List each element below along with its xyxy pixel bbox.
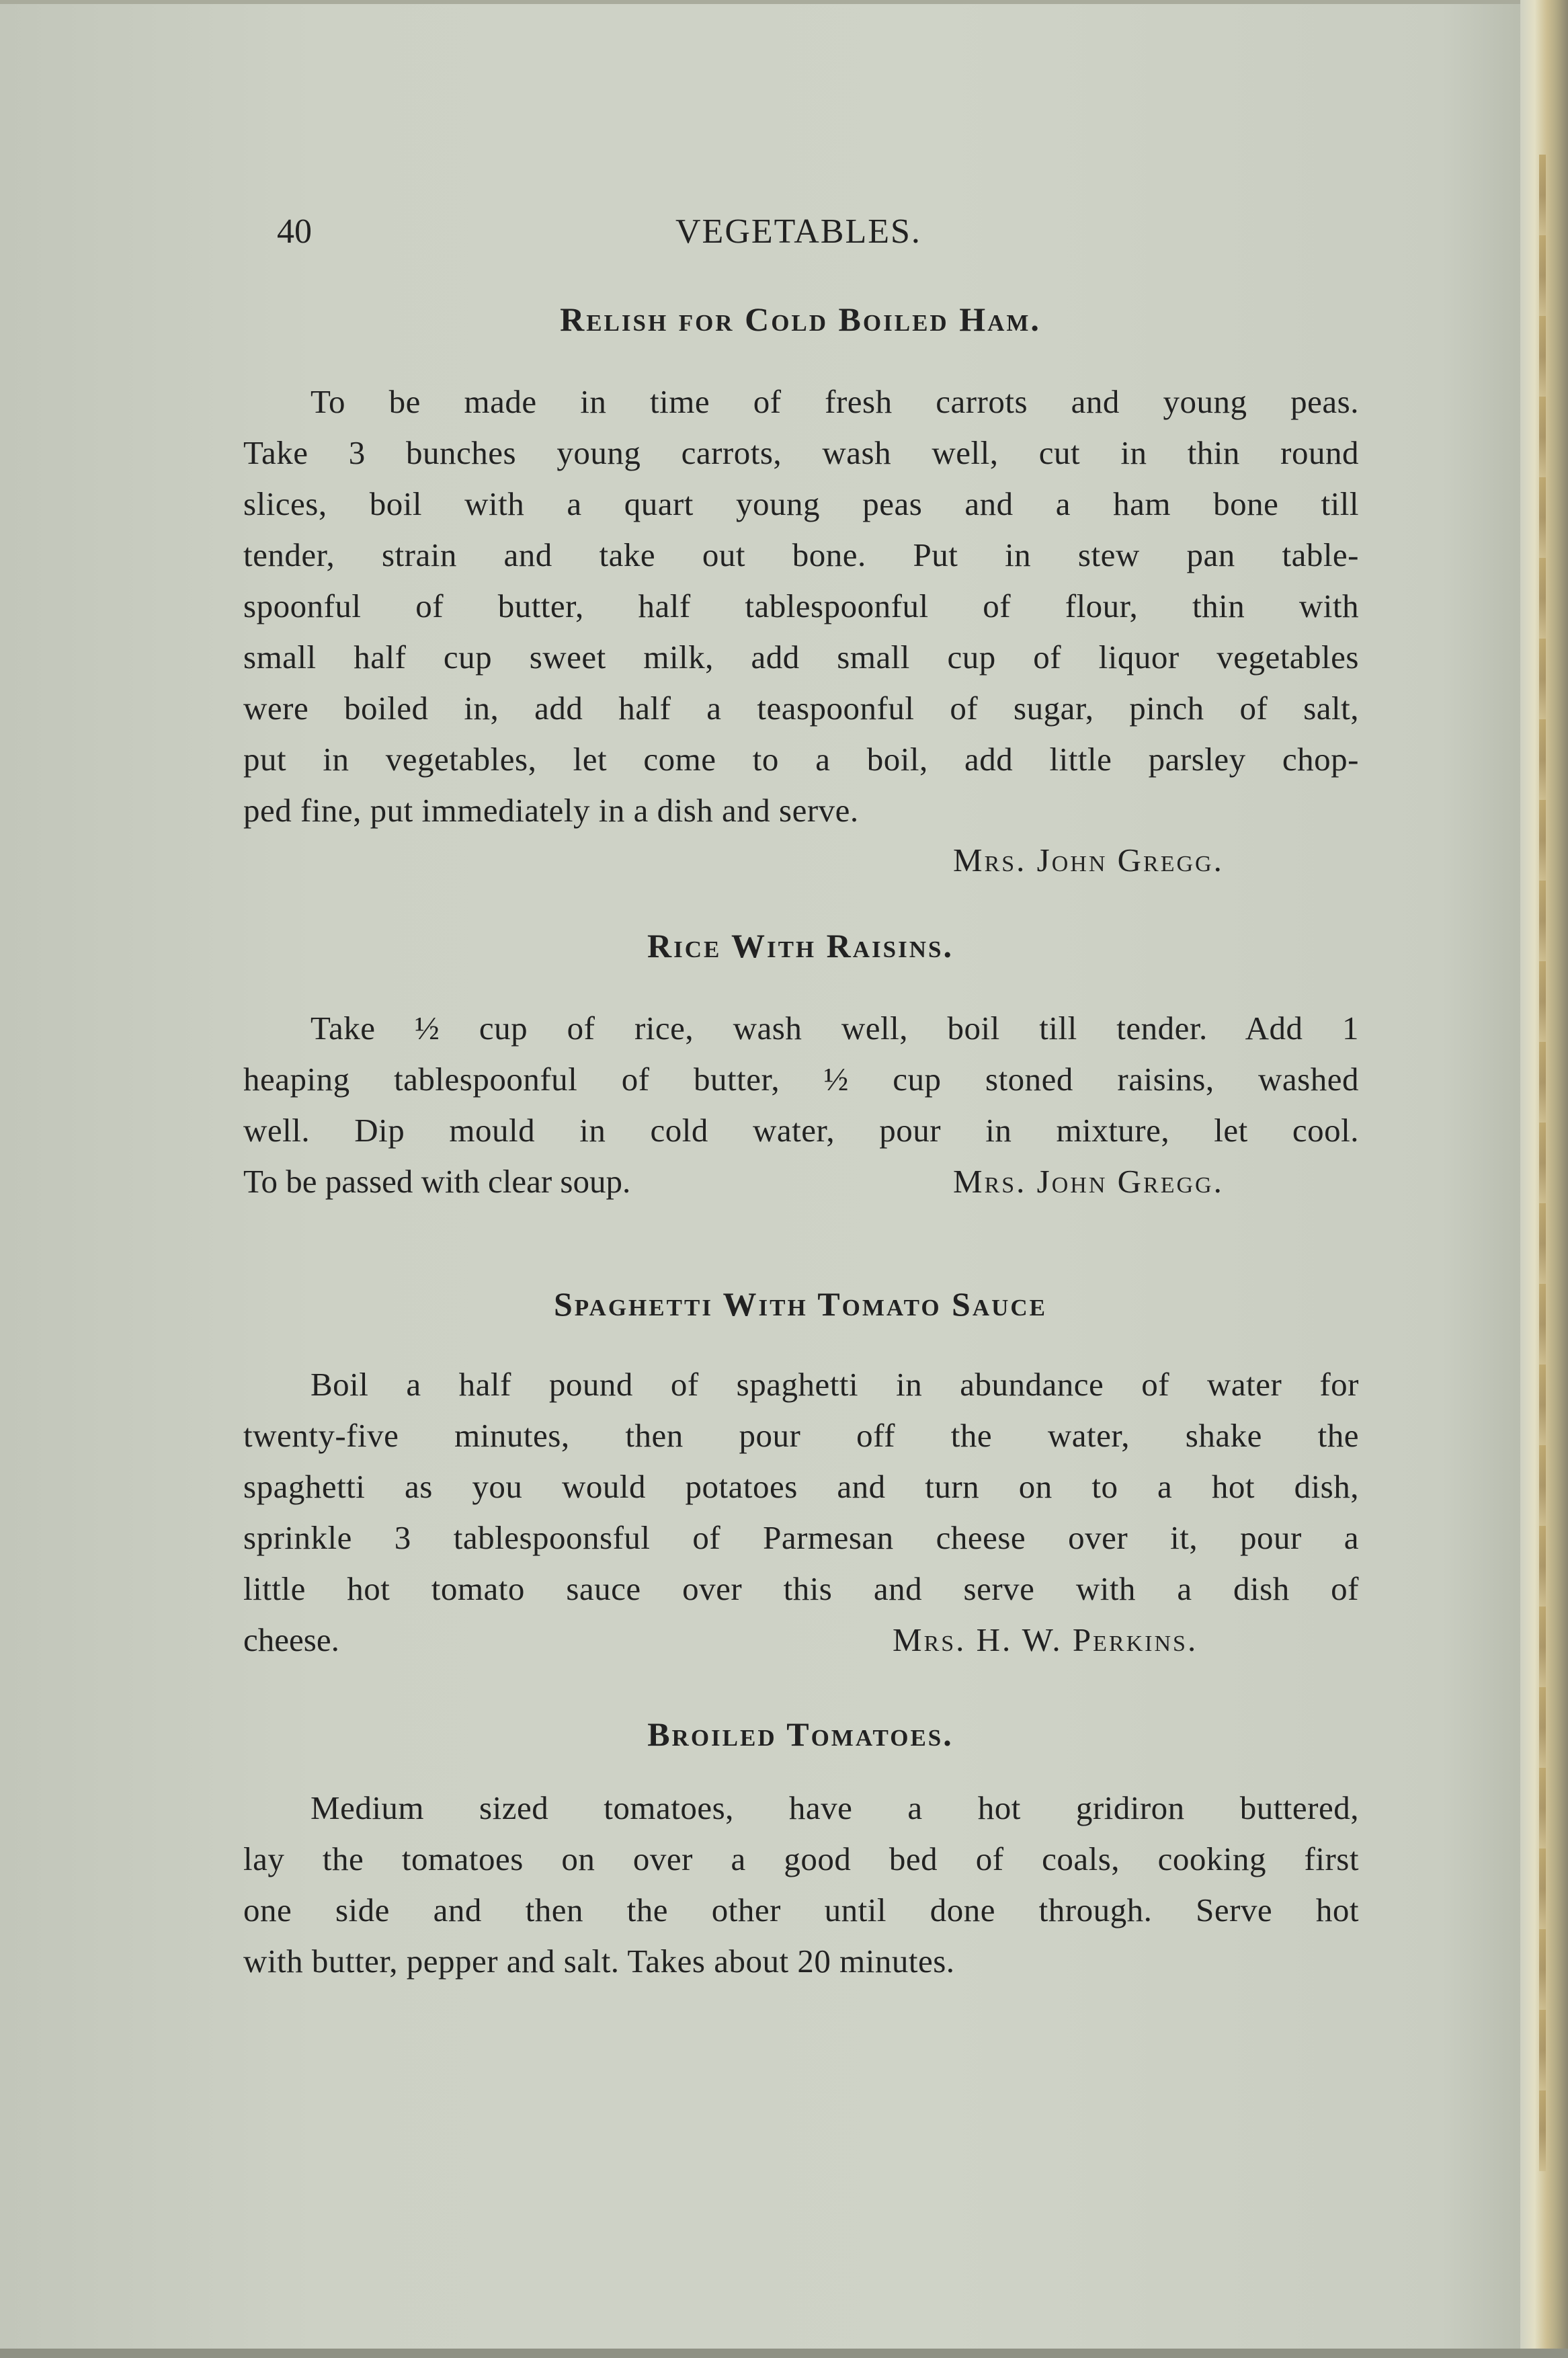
recipe-title: Relish for Cold Boiled Ham. — [560, 300, 1041, 338]
recipe-title: Spaghetti With Tomato Sauce — [553, 1285, 1048, 1323]
text-line: Boil a half pound of spaghetti in abundance of water for — [311, 1366, 1359, 1403]
text-line: spoonful of butter, half tablespoonful of flour, thin with — [243, 587, 1359, 624]
text-line: sprinkle 3 tablespoonsful of Parmesan cheese over it, pour a — [243, 1519, 1359, 1556]
recipe-attribution: Mrs. John Gregg. — [953, 842, 1224, 879]
text-line: well. Dip mould in cold water, pour in mixture, let cool. — [243, 1112, 1359, 1149]
recipe-final-line — [243, 1156, 1359, 1207]
text-line: one side and then the other until done through. Serve hot — [243, 1892, 1359, 1928]
page-bottom-edge — [0, 2349, 1568, 2358]
text-line: ped fine, put immediately in a dish and serve. — [243, 792, 859, 829]
recipe-final-line — [243, 1615, 1359, 1666]
text-line: with butter, pepper and salt. Takes about 20 minutes. — [243, 1943, 955, 1980]
text-line: To be made in time of fresh carrots and young peas. — [311, 383, 1359, 420]
text-line: small half cup sweet milk, add small cup of liquor vegetables — [243, 639, 1359, 676]
recipe-body — [243, 376, 1359, 836]
recipe-body — [243, 1359, 1359, 1615]
text-line: lay the tomatoes on over a good bed of coals, cooking first — [243, 1840, 1359, 1877]
text-line: heaping tablespoonful of butter, ½ cup stoned raisins, washed — [243, 1061, 1359, 1098]
recipe-title: Broiled Tomatoes. — [647, 1715, 954, 1753]
text-line: tender, strain and take out bone. Put in stew pan table- — [243, 536, 1359, 573]
running-head: VEGETABLES. — [675, 212, 921, 251]
recipe-attribution: Mrs. H. W. Perkins. — [893, 1621, 1198, 1658]
spine-shadow — [1539, 155, 1546, 2171]
text-line: Medium sized tomatoes, have a hot gridiron buttered, — [311, 1789, 1359, 1826]
recipe-title: Rice With Raisins. — [647, 927, 954, 965]
text-line: Take 3 bunches young carrots, wash well, cut in thin round — [243, 434, 1359, 471]
text-line: slices, boil with a quart young peas and a ham bone till — [243, 485, 1359, 522]
recipe-body — [243, 1783, 1359, 1987]
page-top-edge — [0, 0, 1568, 4]
recipe-attribution: Mrs. John Gregg. — [953, 1163, 1224, 1200]
text-line: were boiled in, add half a teaspoonful of sugar, pinch of salt, — [243, 690, 1359, 727]
page-header — [0, 205, 1568, 259]
text-line: put in vegetables, let come to a boil, add little parsley chop- — [243, 741, 1359, 778]
text-line: cheese. — [243, 1621, 339, 1658]
recipe-body — [243, 1003, 1359, 1156]
text-line: Take ½ cup of rice, wash well, boil till tender. Add 1 — [311, 1010, 1359, 1047]
page-number: 40 — [277, 212, 312, 251]
text-line: twenty-five minutes, then pour off the water, shake the — [243, 1417, 1359, 1454]
text-line: To be passed with clear soup. — [243, 1163, 631, 1200]
text-line: spaghetti as you would potatoes and turn on to a hot dish, — [243, 1468, 1359, 1505]
text-line: little hot tomato sauce over this and serve with a dish of — [243, 1570, 1359, 1607]
